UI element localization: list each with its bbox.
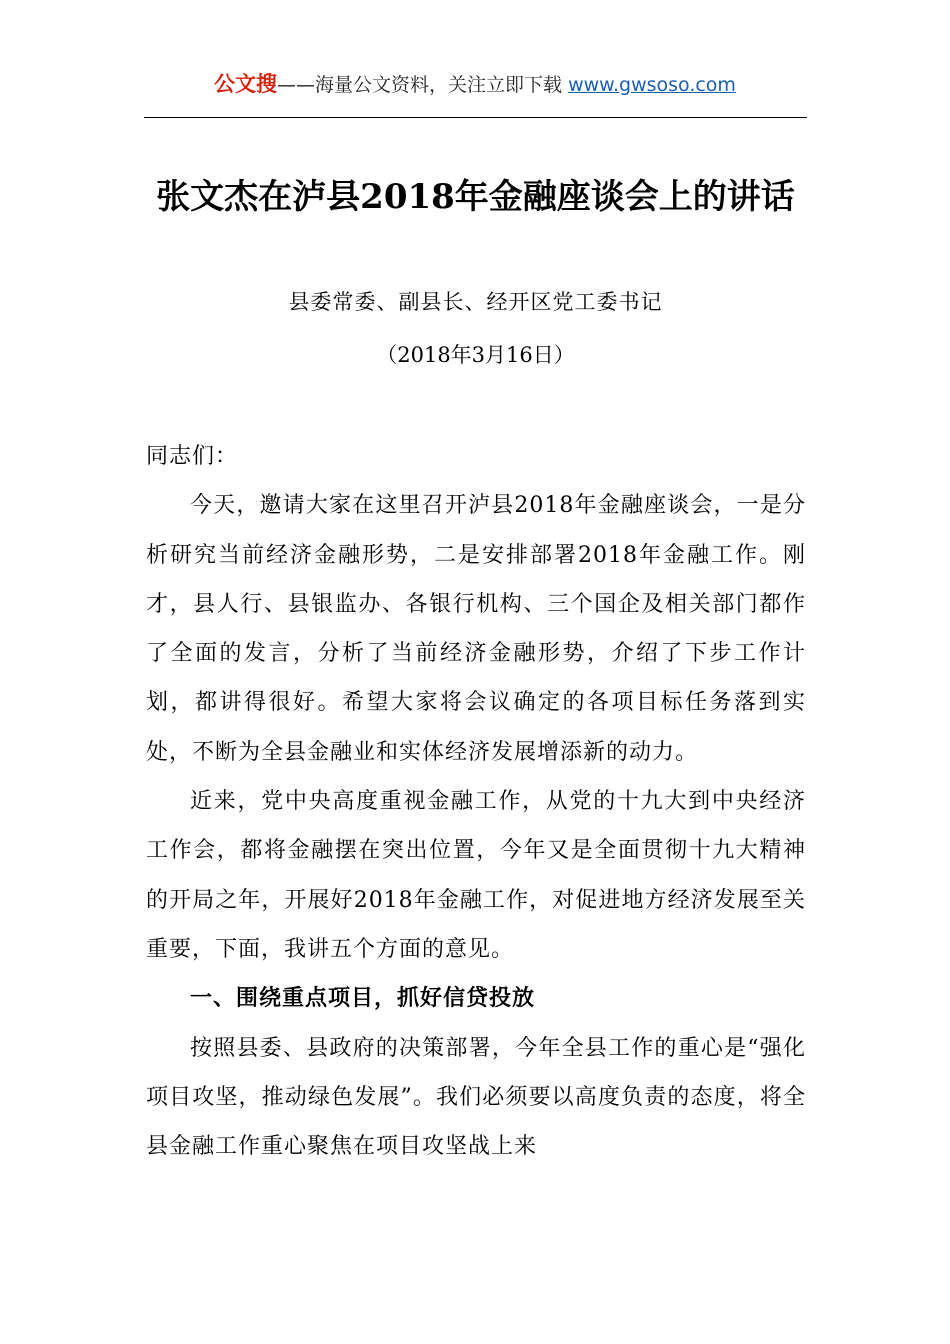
header-banner [0,70,950,99]
body-paragraph: 按照县委、县政府的决策部署，今年全县工作的重心是“强化项目攻坚，推动绿色发展”。我们必须要以高度负责的态度，将全县金融工作重心聚焦在项目攻坚战上来 [146,1035,806,1160]
header-divider [144,117,807,118]
body-paragraph: 近来，党中央高度重视金融工作，从党的十九大到中央经济工作会，都将金融摆在突出位置，今年又是全面贯彻十九大精神的开局之年，开展好2018年金融工作，对促进地方经济发展至关重要，下面，我讲五个方面的意见。 [146,789,806,962]
header-tagline: ——海量公文资料，关注立即下载 [277,74,569,96]
document-title: 张文杰在泸县2018年金融座谈会上的讲话 [156,177,795,217]
body-paragraph: 今天，邀请大家在这里召开泸县2018年金融座谈会，一是分析研究当前经济金融形势，二是安排部署2018年金融工作。刚才，县人行、县银监办、各银行机构、三个国企及相关部门都作了全面的发言，分析了当前经济金融形势，介绍了下步工作计划，都讲得很好。希望大家将会议确定的各项目标任务落到实处，不断为全县金融业和实体经济发展增添新的动力。 [146,493,806,765]
section-heading: 一、围绕重点项目，抓好信贷投放 [190,986,536,1012]
brand-name: 公文搜 [214,72,278,96]
speaker-position: 县委常委、副县长、经开区党工委书记 [288,290,663,314]
document-body [146,432,806,1171]
speech-date: （2018年3月16日） [376,343,575,367]
website-link[interactable]: www.gwsoso.com [568,74,736,96]
salutation: 同志们： [146,444,239,469]
